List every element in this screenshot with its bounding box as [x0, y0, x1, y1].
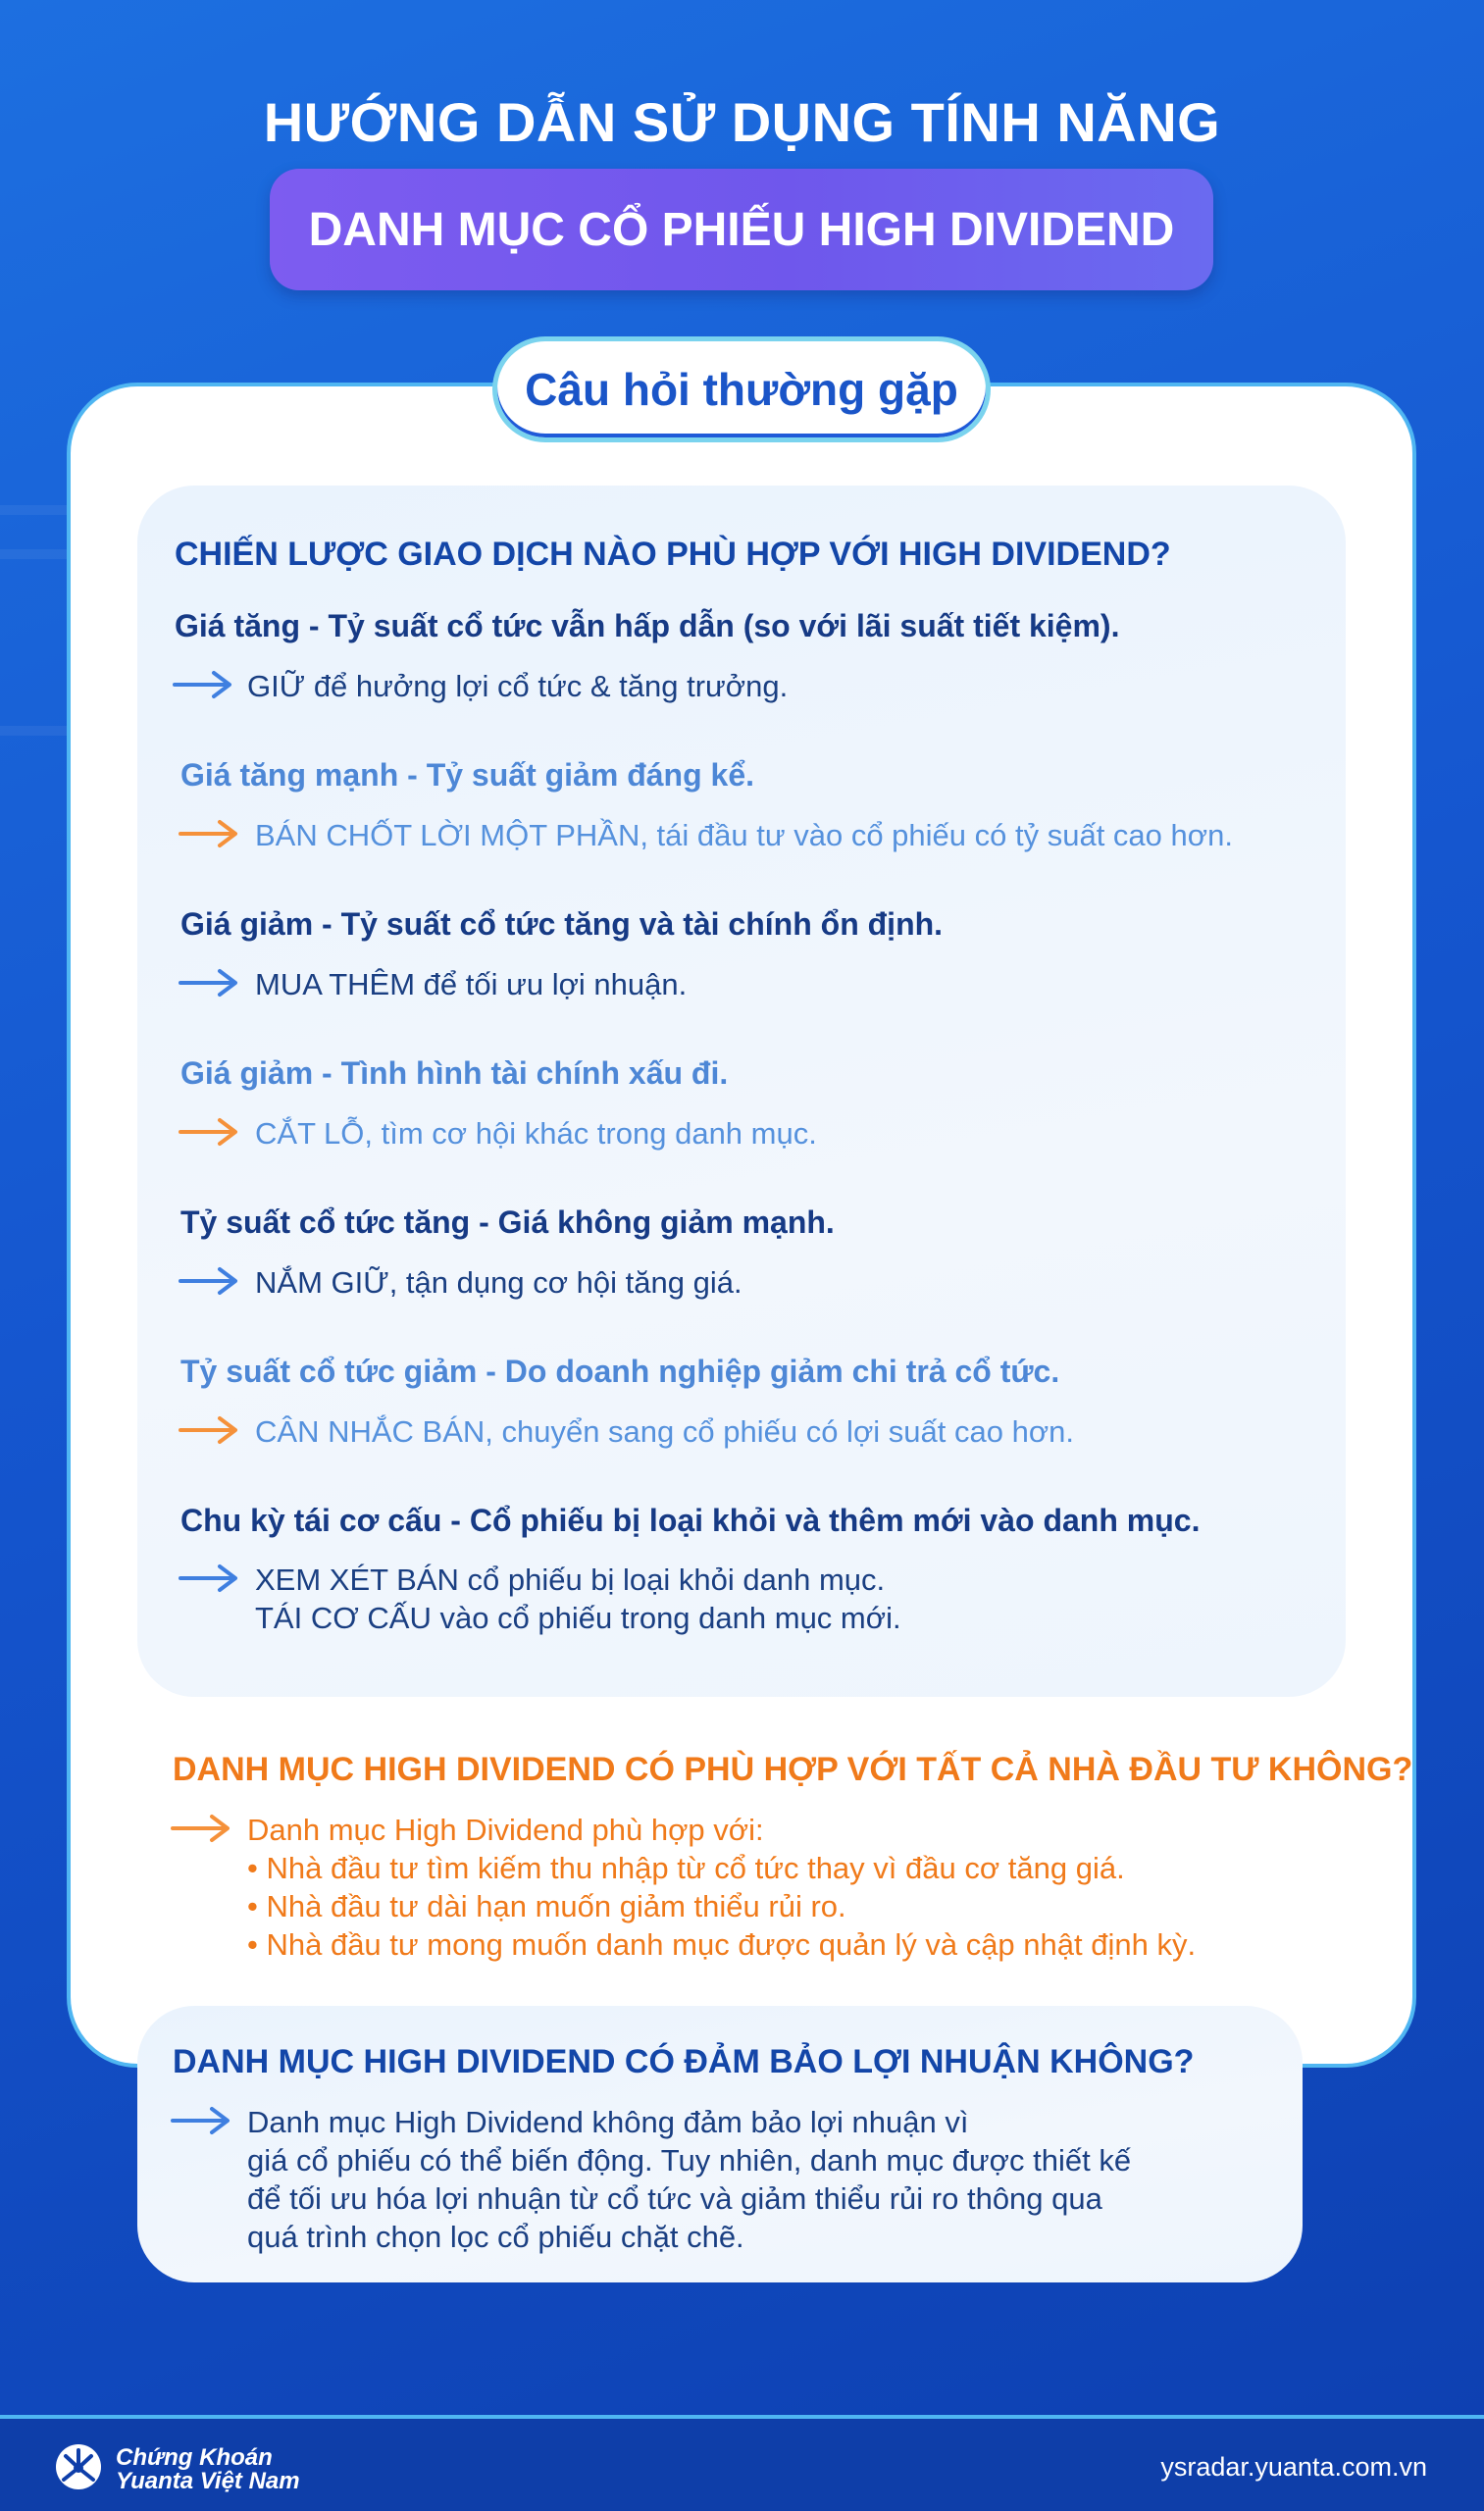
- strategy-action: GIỮ để hưởng lợi cổ tức & tăng trưởng.: [247, 669, 789, 703]
- faq-label: Câu hỏi thường gặp: [525, 364, 958, 415]
- arrow-right-icon: [179, 1117, 239, 1147]
- arrow-right-icon: [179, 968, 239, 998]
- strategy-condition: Giá giảm - Tình hình tài chính xấu đi.: [180, 1055, 729, 1091]
- suitability-intro: Danh mục High Dividend phù hợp với:: [247, 1813, 764, 1847]
- brand-name: [116, 2446, 300, 2493]
- strategy-condition: Giá tăng - Tỷ suất cổ tức vẫn hấp dẫn (so với lãi suất tiết kiệm).: [175, 608, 1120, 643]
- strategy-action: CÂN NHẮC BÁN, chuyển sang cổ phiếu có lợi suất cao hơn.: [255, 1414, 1075, 1449]
- strategy-action: MUA THÊM để tối ưu lợi nhuận.: [255, 967, 688, 1001]
- strategy-condition: Giá tăng mạnh - Tỷ suất giảm đáng kể.: [180, 757, 754, 793]
- arrow-right-icon: [179, 819, 239, 848]
- strategy-question: CHIẾN LƯỢC GIAO DỊCH NÀO PHÙ HỢP VỚI HIGH DIVIDEND?: [175, 536, 1171, 573]
- guarantee-answer: Danh mục High Dividend không đảm bảo lợi nhuận vì: [247, 2105, 969, 2139]
- strategy-action-line2: TÁI CƠ CẤU vào cổ phiếu trong danh mục mới.: [255, 1601, 901, 1635]
- arrow-right-icon: [173, 670, 233, 699]
- strategy-condition: Tỷ suất cổ tức giảm - Do doanh nghiệp giảm chi trả cổ tức.: [180, 1354, 1060, 1389]
- brand-line2: Yuanta Việt Nam: [116, 2468, 300, 2494]
- website-link[interactable]: ysradar.yuanta.com.vn: [1160, 2452, 1427, 2482]
- guarantee-question: DANH MỤC HIGH DIVIDEND CÓ ĐẢM BẢO LỢI NHUẬN KHÔNG?: [173, 2043, 1195, 2080]
- arrow-right-icon: [179, 1563, 239, 1593]
- strategy-condition: Chu kỳ tái cơ cấu - Cổ phiếu bị loại khỏi và thêm mới vào danh mục.: [180, 1503, 1201, 1538]
- strategy-action: BÁN CHỐT LỜI MỘT PHẦN, tái đầu tư vào cổ phiếu có tỷ suất cao hơn.: [255, 818, 1233, 852]
- guarantee-answer: quá trình chọn lọc cổ phiếu chặt chẽ.: [247, 2220, 744, 2254]
- yuanta-logo-icon: [54, 2442, 103, 2491]
- strategy-condition: Giá giảm - Tỷ suất cổ tức tăng và tài chính ổn định.: [180, 906, 944, 942]
- faq-label-pill: [492, 336, 991, 442]
- suitability-bullet: • Nhà đầu tư mong muốn danh mục được quản lý và cập nhật định kỳ.: [247, 1927, 1197, 1962]
- suitability-question: DANH MỤC HIGH DIVIDEND CÓ PHÙ HỢP VỚI TẤT CẢ NHÀ ĐẦU TƯ KHÔNG?: [173, 1751, 1413, 1788]
- arrow-right-icon: [171, 2106, 231, 2135]
- strategy-condition: Tỷ suất cổ tức tăng - Giá không giảm mạnh.: [180, 1204, 835, 1240]
- arrow-right-icon: [179, 1266, 239, 1296]
- strategy-action: CẮT LỖ, tìm cơ hội khác trong danh mục.: [255, 1116, 817, 1151]
- guarantee-answer: giá cổ phiếu có thể biến động. Tuy nhiên, danh mục được thiết kế: [247, 2143, 1132, 2178]
- suitability-bullet: • Nhà đầu tư dài hạn muốn giảm thiểu rủi ro.: [247, 1889, 846, 1923]
- page-subtitle-pill: [270, 169, 1213, 290]
- arrow-right-icon: [179, 1415, 239, 1445]
- page-subtitle: DANH MỤC CỔ PHIẾU HIGH DIVIDEND: [308, 203, 1175, 256]
- suitability-bullet: • Nhà đầu tư tìm kiếm thu nhập từ cổ tức thay vì đầu cơ tăng giá.: [247, 1851, 1125, 1885]
- page-title: HƯỚNG DẪN SỬ DỤNG TÍNH NĂNG: [263, 91, 1221, 153]
- arrow-right-icon: [171, 1814, 231, 1843]
- guarantee-answer: để tối ưu hóa lợi nhuận từ cổ tức và giảm thiểu rủi ro thông qua: [247, 2181, 1102, 2216]
- strategy-action: XEM XÉT BÁN cổ phiếu bị loại khỏi danh mục.: [255, 1563, 886, 1597]
- strategy-action: NẮM GIỮ, tận dụng cơ hội tăng giá.: [255, 1265, 742, 1300]
- brand-line1: Chứng Khoán: [116, 2444, 273, 2471]
